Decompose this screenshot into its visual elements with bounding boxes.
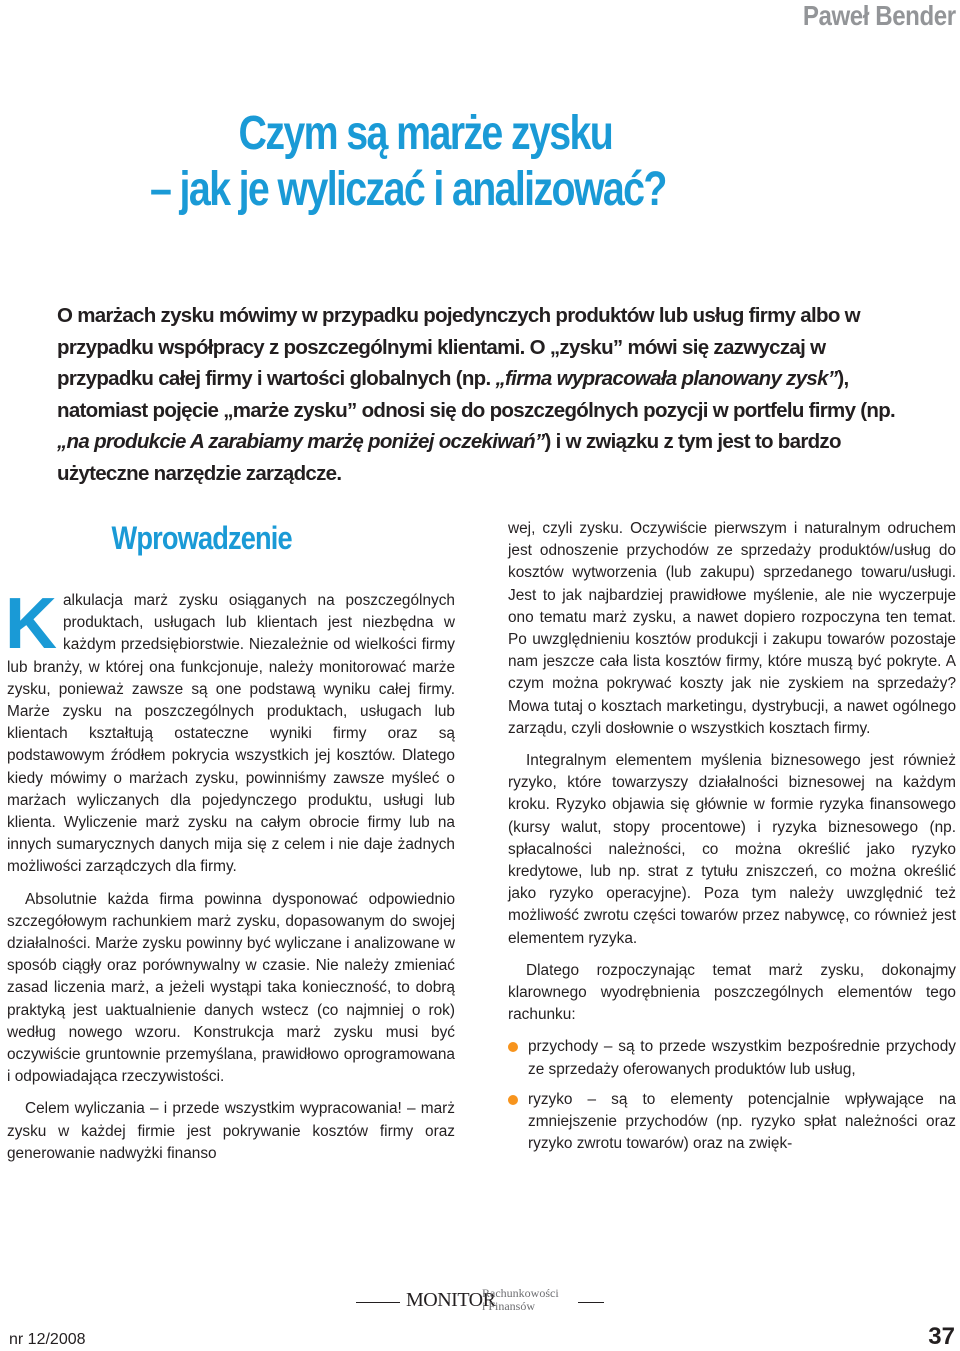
bullet-dot-icon (508, 1095, 518, 1105)
logo-main-text: MONITOR (406, 1289, 496, 1311)
article-title (150, 106, 910, 218)
section-heading: Wprowadzenie (111, 520, 292, 556)
lead-text-3: ) i w związku z tym jest to bardzo użyteczne narzędzie zarządcze. (57, 430, 841, 485)
list-item-text: przychody – są to przede wszystkim bezpośrednie przychody ze sprzedaży oferowanych produktów lub usług, (528, 1038, 956, 1078)
body-paragraph-1 (5, 584, 455, 879)
magazine-logo (356, 1286, 604, 1319)
body-paragraph-3-start: Celem wyliczania – i przede wszystkim wypracowania! – marż zysku w każdej firmie jest pokrywanie kosztów firmy oraz generowanie nadwyżki finanso (7, 1100, 455, 1162)
body-paragraph-3 (7, 1098, 455, 1165)
lead-text-2: ), natomiast pojęcie „marże zysku” odnosi się do poszczególnych pozycji w portfelu firmy (np. (57, 367, 896, 422)
logo-subtitle-line-1: Rachunkowości (482, 1286, 559, 1300)
issue-number: nr 12/2008 (9, 1331, 86, 1348)
logo-rule-right (578, 1302, 604, 1303)
body-paragraph-5: Dlatego rozpoczynając temat marż zysku, dokonajmy klarownego wyodrębnienia poszczególnych elementów tego rachunku: (508, 961, 956, 1024)
body-paragraph-1-text: alkulacja marż zysku osiąganych na poszczególnych produktach, usługach lub klientach jest niezbędna w każdym przedsiębiorstwie. Niezależnie od wielkości firmy lub branży, w której ona funkcjonuje, należy monitorować marże zysku, ponieważ zawsze są one podstawą wyniku całej firmy. Marże zysku na poszczególnych produktach, usługach lub klientach kształtują ostateczne wyniki firmy oraz są podstawowym źródłem pokrycia wszystkich jej kosztów. Dlatego kiedy mówimy o marżach zysku, powinniśmy zawsze myśleć o marżach wyliczanych dla pojedynczego produktu, usługi lub klienta. Wyliczenie marż zysku na całym obrocie firmy lub na innych sumarycznych danych mija się z celem i nie daje żadnych możliwości zarządczych dla firmy. (7, 592, 455, 876)
title-line-2: – jak je wyliczać i analizować? (150, 163, 666, 216)
left-column (7, 518, 455, 1165)
body-paragraph-2: Absolutnie każda firma powinna dysponować odpowiednio szczegółowym rachunkiem marż zysku, dopasowanym do swojej działalności. Marże zysku powinny być wyliczane i analizowane w sposób ciągły oraz porównywalny w czasie. Nie należy zmieniać zasad liczenia marż, a jeżeli wystąpi taka konieczność, to dobrą praktyką jest uaktualnienie danych wstecz (co najmniej o rok) według nowego wzoru. Konstrukcja marż zysku musi być oczywiście gruntownie przemyślana, prawidłowo oprogramowana i odpowiadająca rzeczywistości. (7, 890, 455, 1086)
author-name: Paweł Bender (803, 0, 956, 31)
body-paragraph-4: Integralnym elementem myślenia biznesowego jest również ryzyko, które towarzyszy działalności biznesowej na każdym kroku. Ryzyko objawia się głównie w formie ryzyka finansowego (kursy walut, stopy procentowe) i ryzyka biznesowego (np. spłacalności należności, co można określić jako ryzyko kredytowe, lub np. strat z tytułu zniszczeń, co można określić jako ryzyko operacyjne). Poza tym należy uwzględnić też możliwość zwrotu części towarów przez nabywcę, co również jest elementem ryzyka. (508, 752, 956, 947)
list-item (508, 1036, 956, 1080)
lead-text-1: O marżach zysku mówimy w przypadku pojedynczych produktów lub usług firmy albo w przypadku współpracy z poszczególnymi klientami. O „zysku” mówi się zazwyczaj w przypadku całej firmy i wartości globalnych (np. (57, 304, 860, 390)
list-item (508, 1089, 956, 1156)
logo-subtitle-line-2: i Finansów (482, 1299, 536, 1313)
body-paragraph-3-continued: wej, czyli zysku. Oczywiście pierwszym i naturalnym odruchem jest odnoszenie przychodów ze sprzedaży produktów/usług do kosztów wytworzenia (lub zakupu) sprzedanego towaru/usługi. Jest to jak najbardziej prawidłowe myślenie, ale nie wyczerpuje ono tematu marż zysku, a nawet dopiero rozpoczyna ten temat. Po uwzględnieniu kosztów produkcji i zakupu towarów pozostaje nam jeszcze cała lista kosztów firmy, które muszą być pokryte. A czym można pokrywać koszty jak nie zyskiem na sprzedaży? Mowa tutaj o kosztach marketingu, dystrybucji, a nawet ogólnego zarządu, czyli dosłownie o wszystkich kosztach firmy. (508, 520, 956, 737)
right-column (508, 518, 956, 1155)
bullet-dot-icon (508, 1042, 518, 1052)
title-line-1: Czym są marże zysku (238, 107, 613, 160)
logo-subtitle (482, 1287, 559, 1313)
list-item-text: ryzyko – są to elementy potencjalnie wpływające na zmniejszenie przychodów (np. ryzyko spłat należności oraz ryzyko zwrotu towarów) oraz na zwięk- (528, 1090, 956, 1153)
lead-example-2: „na produkcie A zarabiamy marżę poniżej oczekiwań” (57, 430, 545, 453)
drop-cap: K (5, 584, 57, 664)
logo-rule-left (356, 1302, 400, 1303)
elements-list (508, 1036, 956, 1155)
lead-paragraph (57, 300, 907, 489)
page-number: 37 (928, 1323, 955, 1350)
lead-example-1: „firma wypracowała planowany zysk” (495, 367, 838, 390)
